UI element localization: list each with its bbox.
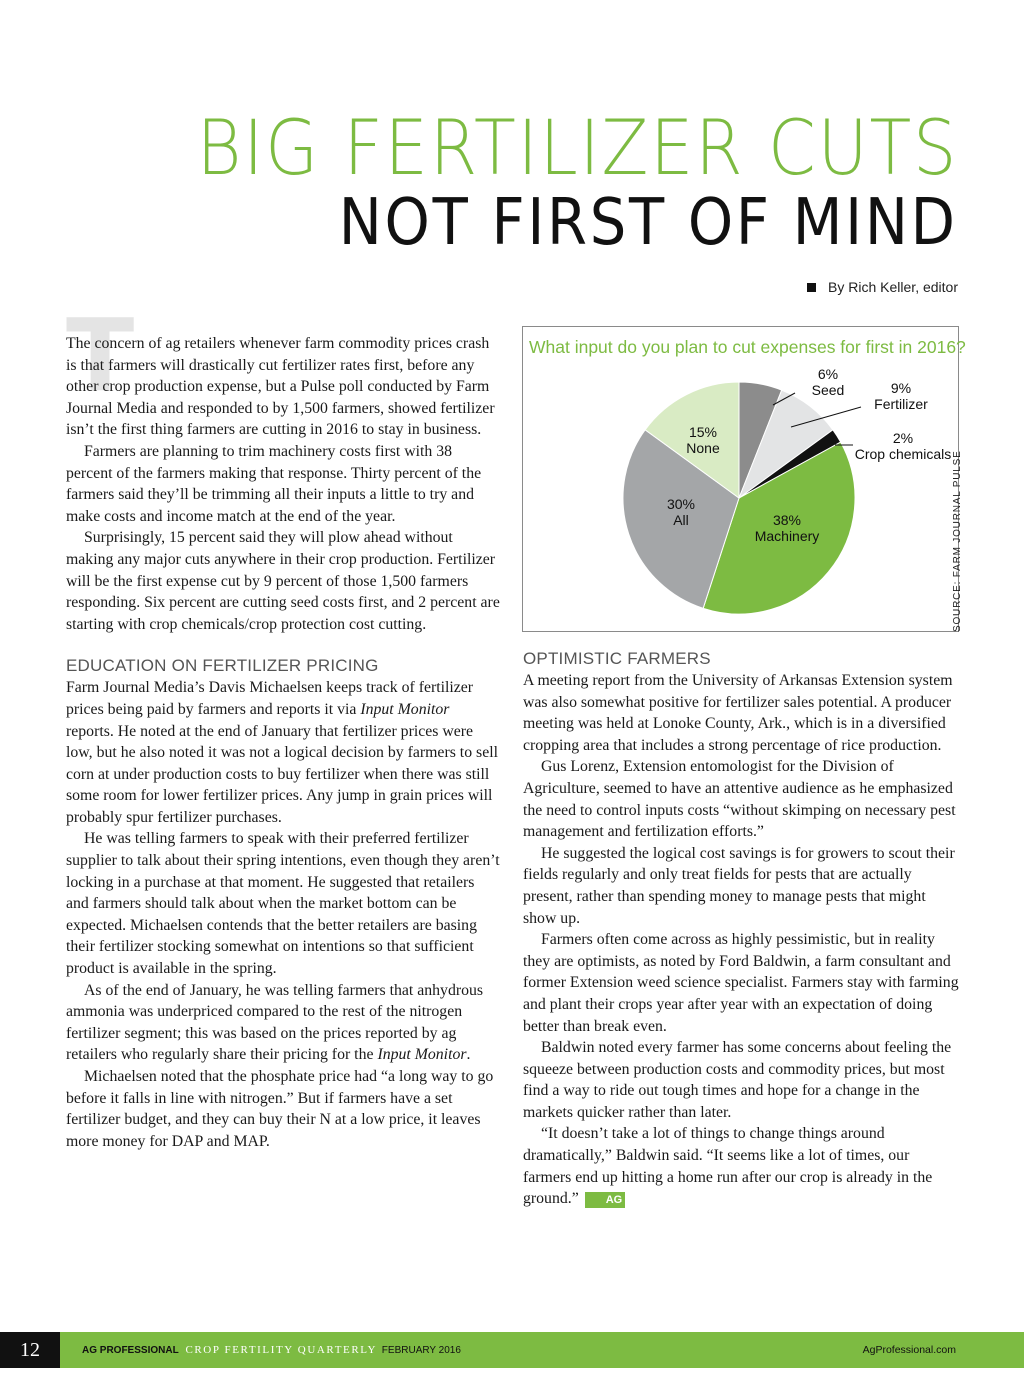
paragraph: Gus Lorenz, Extension entomologist for the Division of Agriculture, seemed to have an attentive audience as he emphasized the need to control inputs costs “without skimping on necessary pest management and fertilization efforts.” bbox=[523, 758, 956, 841]
pie-value-label: 9% bbox=[890, 380, 912, 396]
publication-name: Input Monitor bbox=[377, 1046, 467, 1064]
paragraph: Farmers are planning to trim machinery costs first with 38 percent of the farmers making that response. Thirty percent of the farmers said they’ll be trimming all their inputs a little to try and make costs and income match at the end of the year. bbox=[66, 442, 482, 525]
text-run: reports. He noted at the end of January that fertilizer prices were low, but he also noted it was not a logical decision by farmers to sell corn at under production costs to buy fertilizer when there was still some room for lower fertilizer prices. Any jump in grain prices will probably spur fertilizer purchases. bbox=[66, 722, 498, 826]
square-bullet-icon bbox=[807, 283, 816, 292]
section-heading-optimistic-farmers: OPTIMISTIC FARMERS bbox=[523, 649, 711, 668]
paragraph: Baldwin noted every farmer has some concerns about feeling the squeeze between production costs and commodity prices, but most find a way to ride out tough times and hope for a change in the markets quicker rather than later. bbox=[523, 1039, 952, 1121]
pie-category-label: All bbox=[673, 512, 689, 528]
pie-value-label: 6% bbox=[817, 366, 839, 382]
pie-value-label: 15% bbox=[688, 424, 718, 440]
paragraph: Surprisingly, 15 percent said they will plow ahead without making any major cuts anywhere in their crop production. Fertilizer will be the first expense cut by 9 percent of those 1,500 farmers responding. Six percent are cutting seed costs first, and 2 percent are starting with crop chemicals/crop protection cost cutting. bbox=[66, 529, 500, 633]
pie-category-label: Fertilizer bbox=[874, 396, 928, 412]
paragraph-intro: The concern of ag retailers whenever farm commodity prices crash is that farmers will drastically cut fertilizer rates first, before any other crop production expense, but a Pulse poll conducted by Farm Journal Media and responded to by 1,500 farmers, showed fertilizer isn’t the first thing farmers are cutting in 2016 to stay in business. bbox=[66, 335, 495, 439]
pie-value-label: 30% bbox=[666, 496, 696, 512]
page-number: 12 bbox=[0, 1332, 60, 1368]
page-footer bbox=[0, 1332, 1024, 1368]
chart-source: SOURCE: FARM JOURNAL PULSE bbox=[952, 450, 963, 632]
pie-chart-box bbox=[522, 326, 966, 632]
article-column-right bbox=[523, 648, 959, 1210]
paragraph bbox=[66, 677, 500, 828]
pie-chart bbox=[523, 327, 960, 633]
byline-text: By Rich Keller, editor bbox=[828, 279, 958, 295]
drop-cap: T bbox=[66, 297, 135, 414]
text-run: . bbox=[466, 1046, 471, 1064]
paragraph-final bbox=[523, 1123, 959, 1209]
headline-line-1: BIG FERTILIZER CUTS bbox=[196, 103, 958, 192]
pie-value-label: 2% bbox=[892, 430, 914, 446]
paragraph: He suggested the logical cost savings is for growers to scout their fields regularly and only treat fields for pests that are actually present, rather than spending money to manage pests that might show up. bbox=[523, 844, 955, 927]
ag-end-mark-icon: AG bbox=[585, 1192, 626, 1208]
paragraph: A meeting report from the University of Arkansas Extension system was also somewhat positive for fertilizer sales potential. A producer meeting was held at Lonoke County, Ark., which is in a diversified cropping area that includes a strong percentage of rice production. bbox=[523, 672, 953, 754]
publication-name: AG PROFESSIONAL bbox=[82, 1345, 179, 1356]
pie-category-label: Machinery bbox=[754, 528, 820, 544]
paragraph: He was telling farmers to speak with their preferred fertilizer supplier to talk about their spring intentions, even though they aren’t locking in a purchase at that moment. He suggested that retailers and farmers should talk about when the market bottom can be expected. Michaelsen contends that the better retailers are basing their fertilizer stocking somewhat on intentions so that sufficient product is available in the spring. bbox=[66, 830, 500, 978]
text-run: “It doesn’t take a lot of things to change things around dramatically,” Baldwin said. “It seems like a lot of times, our farmers end up hitting a home run after our crop is already in the ground.” bbox=[523, 1125, 933, 1208]
issue-date: FEBRUARY 2016 bbox=[381, 1345, 461, 1356]
text-run: Farm Journal Media’s Davis Michaelsen keeps track of fertilizer prices being paid by farmers and reports it via bbox=[66, 679, 474, 718]
website-link[interactable]: AgProfessional.com bbox=[862, 1344, 956, 1356]
text-run: As of the end of January, he was telling farmers that anhydrous ammonia was underpriced compared to the rest of the nitrogen fertilizer segment; this was based on the prices reported by ag retailers who regularly share their pricing for the bbox=[66, 981, 484, 1064]
paragraph: Farmers often come across as highly pessimistic, but in reality they are optimists, as noted by Ford Baldwin, a farm consultant and former Extension weed science specialist. Farmers stay with farming and plant their crops year after year with an expectation of doing better than break even. bbox=[523, 931, 959, 1035]
article-column-left bbox=[66, 333, 500, 1152]
paragraph: Michaelsen noted that the phosphate price had “a long way to go before it falls in line with nitrogen.” But if farmers have a set fertilizer budget, and they can buy their N at a low price, it leaves more money for DAP and MAP. bbox=[66, 1068, 494, 1150]
section-heading-fertilizer-pricing: EDUCATION ON FERTILIZER PRICING bbox=[66, 656, 379, 676]
pie-category-label: Crop chemicals bbox=[854, 446, 952, 462]
publication-name: Input Monitor bbox=[360, 700, 450, 718]
footer-publication bbox=[82, 1332, 461, 1368]
chart-title: What input do you plan to cut expenses for first in 2016? bbox=[529, 337, 966, 357]
pie-category-label: Seed bbox=[811, 382, 845, 398]
magazine-section: CROP FERTILITY QUARTERLY bbox=[185, 1344, 378, 1356]
paragraph bbox=[66, 980, 500, 1066]
byline bbox=[807, 279, 958, 295]
pie-category-label: None bbox=[686, 440, 720, 456]
pie-value-label: 38% bbox=[772, 512, 802, 528]
headline-line-2: NOT FIRST OF MIND bbox=[339, 186, 958, 260]
